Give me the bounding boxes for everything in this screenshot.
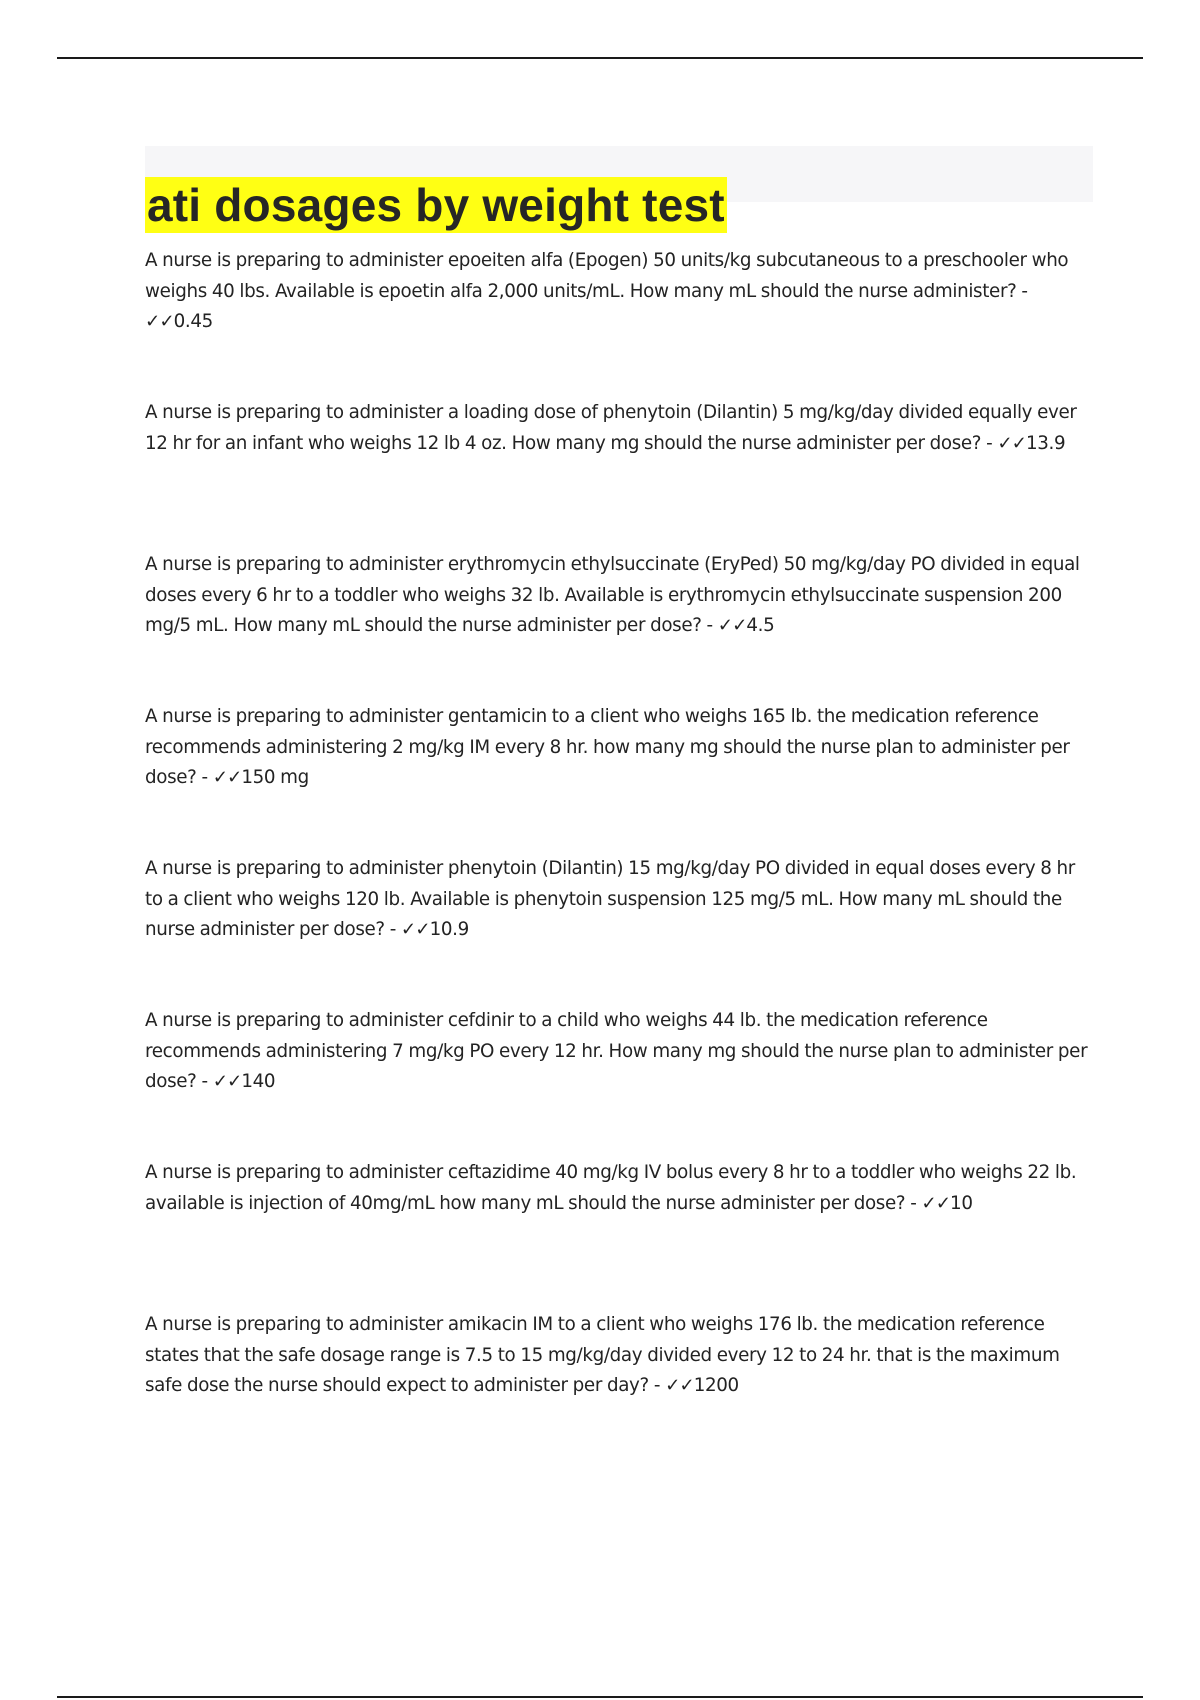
question-text: A nurse is preparing to administer amikacin IM to a client who weighs 176 lb. the medication reference states that the safe dosage range is 7.5 to 15 mg/kg/day divided every 12 to 24 hr. that is the maximum safe dose the nurse should expect to administer per day? - <box>145 1314 1060 1396</box>
answer-text: 0.45 <box>173 311 213 332</box>
question-text: A nurse is preparing to administer ceftazidime 40 mg/kg IV bolus every 8 hr to a toddler who weighs 22 lb. available is injection of 40mg/mL how many mL should the nurse administer per dose? - <box>145 1162 1077 1214</box>
question-text: A nurse is preparing to administer phenytoin (Dilantin) 15 mg/kg/day PO divided in equal doses every 8 hr to a client who weighs 120 lb. Available is phenytoin suspension 125 mg/5 mL. How many mL should the nurse administer per dose? - <box>145 858 1075 940</box>
answer-text: 10 <box>950 1192 973 1214</box>
question-item-7 <box>145 1158 1090 1310</box>
answer-text: 140 <box>241 1071 276 1092</box>
bottom-divider <box>57 1696 1143 1698</box>
question-item-4 <box>145 702 1090 854</box>
document-title: ati dosages by weight test <box>147 178 725 231</box>
check-icon: ✓✓ <box>212 767 242 788</box>
answer-text: 150 mg <box>241 767 309 788</box>
check-icon: ✓✓ <box>400 919 430 940</box>
question-text: A nurse is preparing to administer epoeiten alfa (Epogen) 50 units/kg subcutaneous to a preschooler who weighs 40 lbs. Available is epoetin alfa 2,000 units/mL. How many mL should the nurse administer? - <box>145 250 1069 302</box>
check-icon: ✓✓ <box>212 1071 242 1092</box>
answer-text: 1200 <box>693 1375 739 1396</box>
check-icon: ✓✓ <box>717 615 747 636</box>
question-item-8 <box>145 1310 1090 1462</box>
answer-text: 4.5 <box>746 615 775 636</box>
question-item-2 <box>145 398 1090 550</box>
question-text: A nurse is preparing to administer erythromycin ethylsuccinate (EryPed) 50 mg/kg/day PO divided in equal doses every 6 hr to a toddler who weighs 32 lb. Available is erythromycin ethylsuccinate suspension 200 mg/5 mL. How many mL should the nurse administer per dose? - <box>145 554 1080 636</box>
question-item-5 <box>145 854 1090 1006</box>
check-icon: ✓✓ <box>665 1375 694 1396</box>
top-divider <box>57 57 1143 59</box>
answer-text: 10.9 <box>429 919 469 940</box>
check-icon: ✓✓ <box>997 432 1026 454</box>
question-item-3 <box>145 550 1090 702</box>
check-icon: ✓✓ <box>921 1192 951 1214</box>
question-text: A nurse is preparing to administer cefdinir to a child who weighs 44 lb. the medication reference recommends administering 7 mg/kg PO every 12 hr. How many mg should the nurse plan to administer per dose? - <box>145 1010 1088 1092</box>
question-item-1 <box>145 246 1090 398</box>
question-text: A nurse is preparing to administer gentamicin to a client who weighs 165 lb. the medication reference recommends administering 2 mg/kg IM every 8 hr. how many mg should the nurse plan to administer per dose? - <box>145 706 1070 788</box>
answer-text: 13.9 <box>1025 432 1066 454</box>
check-icon: ✓✓ <box>145 311 174 332</box>
question-text: A nurse is preparing to administer a loading dose of phenytoin (Dilantin) 5 mg/kg/day divided equally ever 12 hr for an infant who weighs 12 lb 4 oz. How many mg should the nurse administer per dose? - <box>145 402 1077 454</box>
question-list <box>145 246 1090 1462</box>
question-item-6 <box>145 1006 1090 1158</box>
